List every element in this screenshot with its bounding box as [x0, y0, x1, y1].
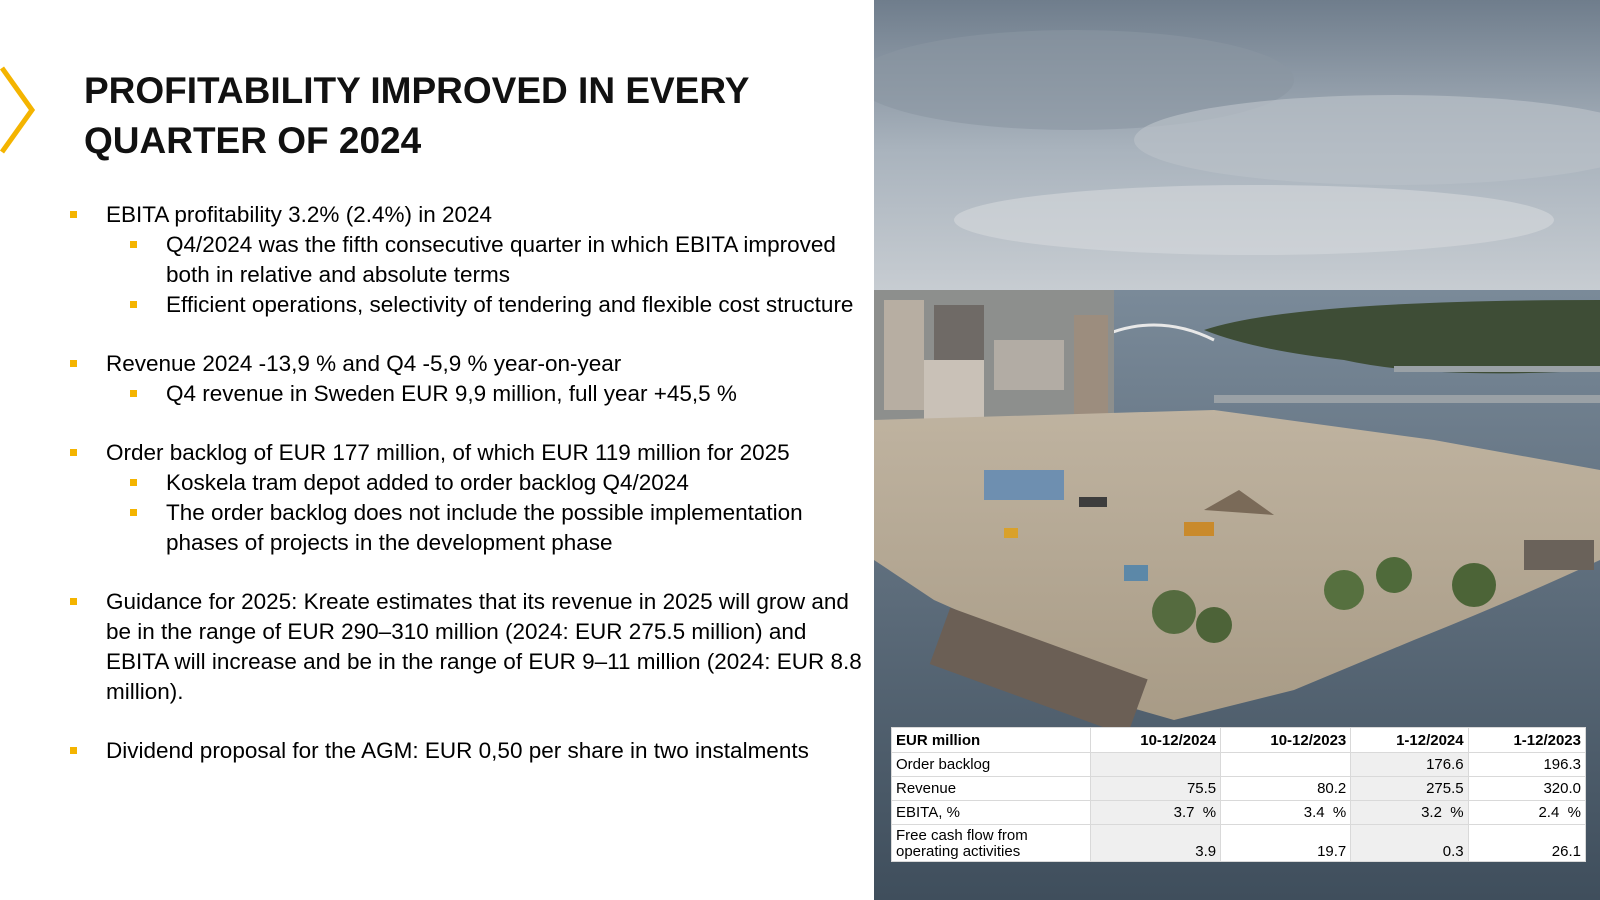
title-line-2: QUARTER OF 2024 [84, 120, 422, 161]
table-cell [1091, 753, 1221, 777]
bullet-text: The order backlog does not include the possible implementation phases of projects in the development phase [166, 500, 803, 555]
bullet-text: EBITA profitability 3.2% (2.4%) in 2024 [106, 202, 493, 227]
row-label-line: Free cash flow from [896, 827, 1028, 844]
bullet-item [68, 438, 868, 468]
bullet-marker-icon [70, 449, 77, 456]
page-title [84, 66, 844, 166]
chevron-logo-icon [0, 60, 40, 160]
table-header-cell: 1-12/2024 [1351, 728, 1468, 753]
table-header-cell: 1-12/2023 [1468, 728, 1585, 753]
bullet-text: Guidance for 2025: Kreate estimates that its revenue in 2025 will grow and be in the range of EUR 290–310 million (2024: EUR 275.5 million) and EBITA will increase and be in the range of EUR 9–11 million (2024: EUR 8.8 million). [106, 589, 862, 704]
table-cell: 75.5 [1091, 777, 1221, 801]
table-cell: 0.3 [1351, 825, 1468, 862]
bullet-text: Dividend proposal for the AGM: EUR 0,50 per share in two instalments [106, 738, 809, 763]
row-label: Order backlog [892, 753, 1091, 777]
row-label: EBITA, % [892, 801, 1091, 825]
row-label [892, 825, 1091, 862]
table-cell: 3.4 % [1221, 801, 1351, 825]
bullet-marker-icon [130, 509, 137, 516]
bullet-marker-icon [70, 747, 77, 754]
table-cell: 3.9 [1091, 825, 1221, 862]
bullet-text: Order backlog of EUR 177 million, of which EUR 119 million for 2025 [106, 440, 790, 465]
table-cell: 19.7 [1221, 825, 1351, 862]
table-row [892, 825, 1586, 862]
sub-bullet-item [68, 379, 868, 409]
bullet-text: Revenue 2024 -13,9 % and Q4 -5,9 % year-on-year [106, 351, 622, 376]
bullet-text: Koskela tram depot added to order backlog Q4/2024 [166, 470, 689, 495]
table-cell: 80.2 [1221, 777, 1351, 801]
bullet-marker-icon [70, 211, 77, 218]
bullet-item [68, 587, 868, 707]
sub-bullet-item [68, 498, 868, 558]
table-row [892, 777, 1586, 801]
bullet-item [68, 200, 868, 230]
table-cell: 3.7 % [1091, 801, 1221, 825]
table-header-cell: EUR million [892, 728, 1091, 753]
title-line-1: PROFITABILITY IMPROVED IN EVERY [84, 70, 750, 111]
bullet-marker-icon [130, 390, 137, 397]
table-cell: 275.5 [1351, 777, 1468, 801]
bullet-text: Efficient operations, selectivity of tendering and flexible cost structure [166, 292, 854, 317]
row-label: Revenue [892, 777, 1091, 801]
table-cell: 3.2 % [1351, 801, 1468, 825]
table-row [892, 753, 1586, 777]
table-cell: 2.4 % [1468, 801, 1585, 825]
table-cell: 26.1 [1468, 825, 1585, 862]
sub-bullet-item [68, 468, 868, 498]
financial-table [891, 727, 1586, 862]
table-cell: 320.0 [1468, 777, 1585, 801]
bullet-marker-icon [70, 598, 77, 605]
sub-bullet-item [68, 230, 868, 290]
bullet-text: Q4 revenue in Sweden EUR 9,9 million, full year +45,5 % [166, 381, 737, 406]
table-header-cell: 10-12/2024 [1091, 728, 1221, 753]
table-header-cell: 10-12/2023 [1221, 728, 1351, 753]
bullet-marker-icon [130, 301, 137, 308]
bullet-marker-icon [70, 360, 77, 367]
bullet-list [68, 200, 868, 766]
table-cell: 176.6 [1351, 753, 1468, 777]
sub-bullet-item [68, 290, 868, 320]
table-cell: 196.3 [1468, 753, 1585, 777]
bullet-marker-icon [130, 479, 137, 486]
bullet-marker-icon [130, 241, 137, 248]
table-header-row [892, 728, 1586, 753]
bullet-item [68, 349, 868, 379]
bullet-item [68, 736, 868, 766]
bullet-text: Q4/2024 was the fifth consecutive quarter in which EBITA improved both in relative and absolute terms [166, 232, 836, 287]
table-row [892, 801, 1586, 825]
row-label-line: operating activities [896, 843, 1021, 860]
table-cell [1221, 753, 1351, 777]
